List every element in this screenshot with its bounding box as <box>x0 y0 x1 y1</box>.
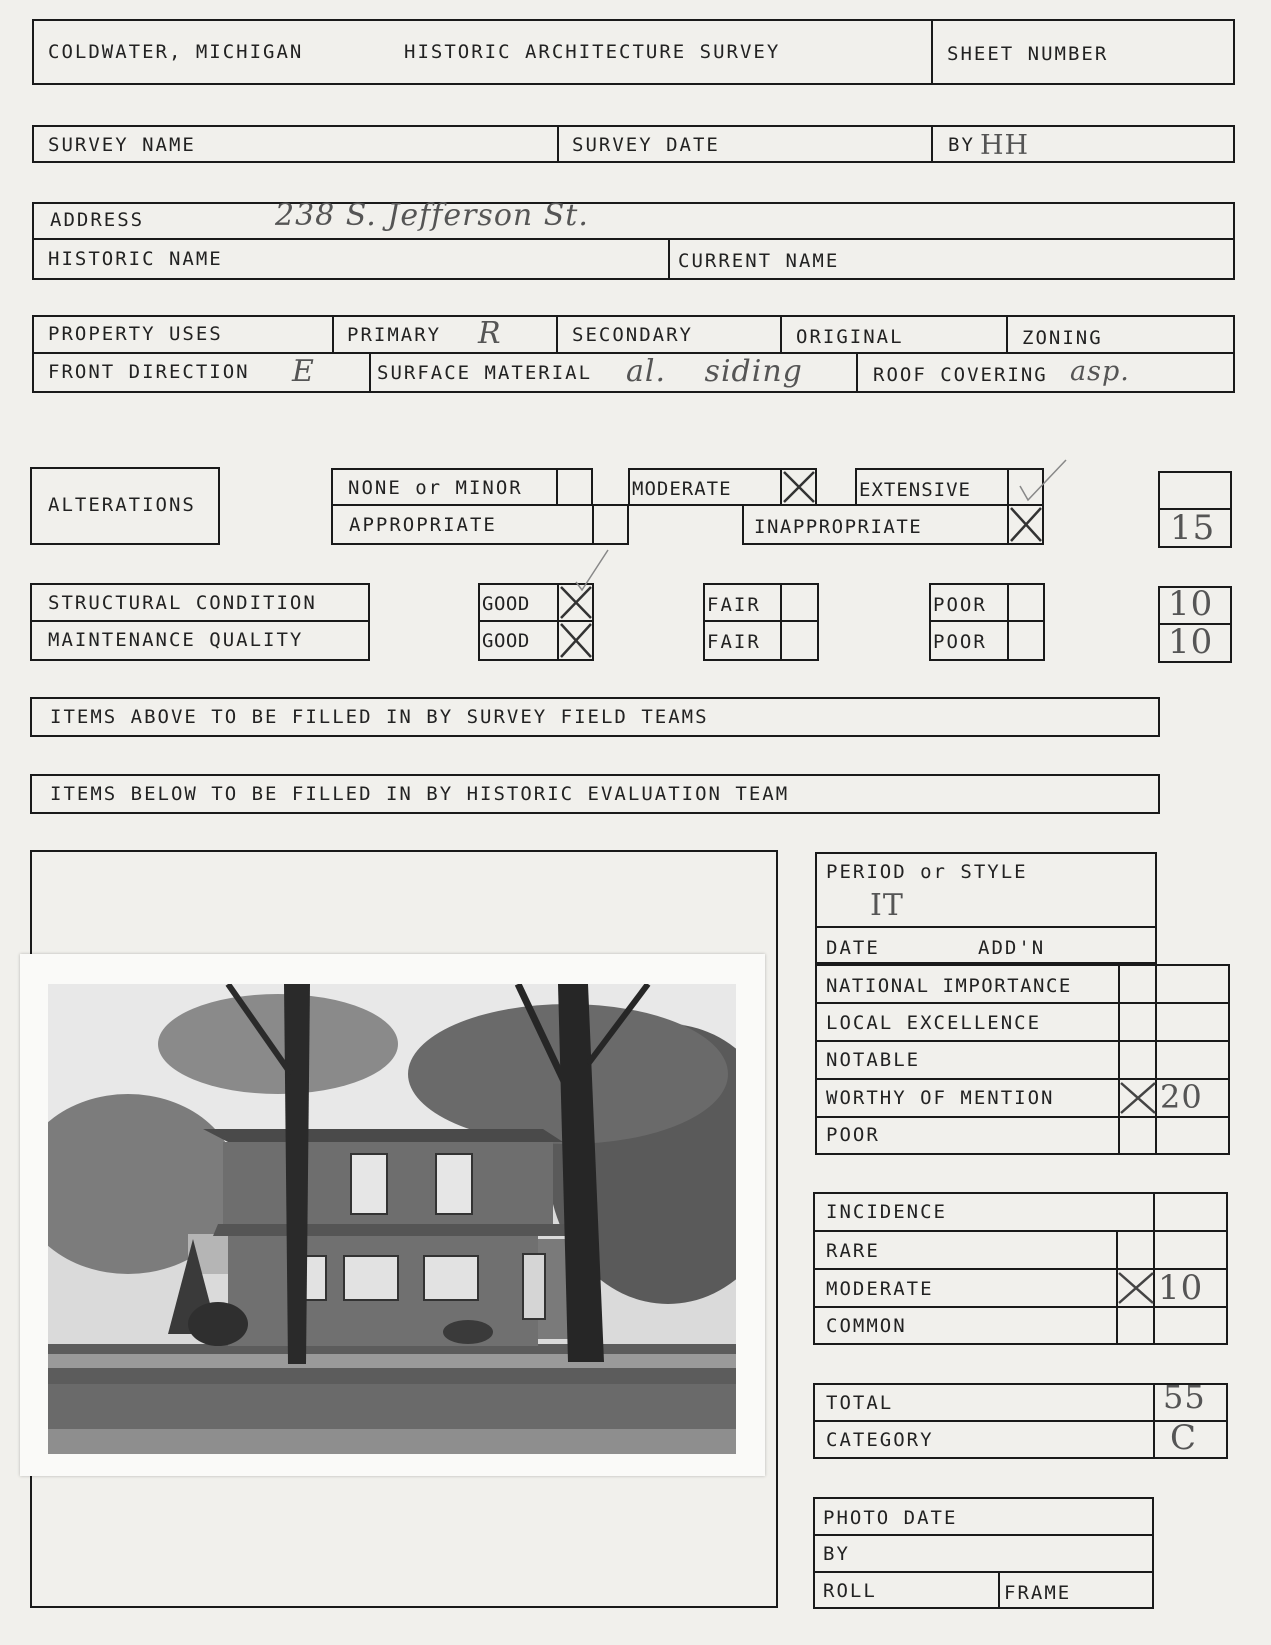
total-value[interactable]: 55 <box>1163 1378 1206 1416</box>
city-label: COLDWATER, MICHIGAN <box>48 41 304 63</box>
frame-label: FRAME <box>1004 1582 1072 1604</box>
incidence-h1 <box>813 1230 1228 1232</box>
photo-date-label: PHOTO DATE <box>823 1507 958 1529</box>
totals-h <box>813 1420 1228 1422</box>
importance-h4 <box>815 1116 1230 1118</box>
alterations-label: ALTERATIONS <box>48 494 196 516</box>
zoning-label: ZONING <box>1022 327 1103 349</box>
address-divider-v <box>668 238 670 280</box>
poor-label-2: POOR <box>933 631 987 653</box>
photo-info-v <box>998 1571 1000 1609</box>
photo-card <box>20 954 765 1476</box>
header-divider <box>931 19 933 85</box>
rare-label: RARE <box>826 1240 880 1262</box>
local-label: LOCAL EXCELLENCE <box>826 1012 1042 1034</box>
survey-by-value[interactable]: HH <box>980 130 1030 161</box>
survey-name-label: SURVEY NAME <box>48 134 196 156</box>
total-label: TOTAL <box>826 1392 894 1414</box>
historic-name-label: HISTORIC NAME <box>48 248 223 270</box>
x-mark-icon <box>1116 1270 1156 1306</box>
address-divider <box>32 238 1235 240</box>
property-v6 <box>856 352 858 393</box>
category-label: CATEGORY <box>826 1429 934 1451</box>
worthy-label: WORTHY OF MENTION <box>826 1087 1055 1109</box>
property-v5 <box>369 352 371 393</box>
fair-checkbox-2[interactable] <box>780 621 819 661</box>
property-v3 <box>780 315 782 352</box>
alterations-score[interactable]: 15 <box>1170 508 1216 548</box>
importance-h1 <box>815 1002 1230 1004</box>
incidence-score[interactable]: 10 <box>1158 1268 1204 1308</box>
inappropriate-label: INAPPROPRIATE <box>754 516 923 538</box>
totals-v <box>1153 1383 1155 1459</box>
surface-material-label: SURFACE MATERIAL <box>377 362 593 384</box>
incidence-moderate-label: MODERATE <box>826 1278 934 1300</box>
period-value[interactable]: IT <box>870 888 904 923</box>
front-direction-value[interactable]: E <box>292 354 315 389</box>
category-value[interactable]: C <box>1170 1418 1198 1458</box>
note-above: ITEMS ABOVE TO BE FILLED IN BY SURVEY FIELD TEAMS <box>50 706 709 728</box>
address-label: ADDRESS <box>50 209 145 231</box>
structural-label: STRUCTURAL CONDITION <box>48 592 317 614</box>
survey-divider-1 <box>557 125 559 163</box>
importance-h2 <box>815 1040 1230 1042</box>
maintenance-score[interactable]: 10 <box>1168 622 1214 662</box>
roof-covering-label: ROOF COVERING <box>873 364 1048 386</box>
x-mark-icon <box>782 470 816 504</box>
period-divider <box>815 926 1157 928</box>
appropriate-checkbox[interactable] <box>592 504 629 545</box>
worthy-score[interactable]: 20 <box>1160 1078 1203 1116</box>
x-mark-icon <box>1118 1080 1158 1116</box>
property-v1 <box>332 315 334 352</box>
address-value[interactable]: 238 S. Jefferson St. <box>275 198 589 233</box>
current-name-label: CURRENT NAME <box>678 250 840 272</box>
poor-checkbox-1[interactable] <box>1007 583 1045 621</box>
poor-checkbox-2[interactable] <box>1007 621 1045 661</box>
original-label: ORIGINAL <box>796 326 904 348</box>
condition-label-divider <box>30 620 370 622</box>
primary-label: PRIMARY <box>347 324 442 346</box>
x-mark-icon <box>1009 506 1043 543</box>
property-uses-label: PROPERTY USES <box>48 323 223 345</box>
check-mark-icon <box>572 548 612 594</box>
none-minor-label: NONE or MINOR <box>348 477 523 499</box>
common-label: COMMON <box>826 1315 907 1337</box>
structural-score[interactable]: 10 <box>1168 584 1214 624</box>
addn-label: ADD'N <box>978 937 1046 959</box>
front-direction-label: FRONT DIRECTION <box>48 361 250 383</box>
photo-info-h1 <box>813 1534 1154 1536</box>
survey-date-label: SURVEY DATE <box>572 134 720 156</box>
poor-label-1: POOR <box>933 594 987 616</box>
roll-label: ROLL <box>823 1580 877 1602</box>
importance-v1 <box>1118 964 1120 1155</box>
fair-label-1: FAIR <box>707 594 761 616</box>
house-photo <box>48 984 736 1454</box>
sheet-number-label: SHEET NUMBER <box>947 43 1109 65</box>
photo-info-h2 <box>813 1571 1154 1573</box>
eval-poor-label: POOR <box>826 1124 880 1146</box>
national-label: NATIONAL IMPORTANCE <box>826 975 1072 997</box>
property-v2 <box>556 315 558 352</box>
moderate-label: MODERATE <box>632 478 732 500</box>
x-mark-icon <box>559 622 593 659</box>
roof-covering-value[interactable]: asp. <box>1070 356 1130 387</box>
survey-title: HISTORIC ARCHITECTURE SURVEY <box>404 41 781 63</box>
primary-value[interactable]: R <box>478 316 502 351</box>
fair-checkbox-1[interactable] <box>780 583 819 621</box>
fair-label-2: FAIR <box>707 631 761 653</box>
house-photo-image <box>48 984 736 1454</box>
appropriate-label: APPROPRIATE <box>349 514 497 536</box>
none-minor-checkbox[interactable] <box>556 468 593 506</box>
good-label-1: GOOD <box>482 593 530 615</box>
importance-v2 <box>1155 964 1157 1155</box>
survey-divider-2 <box>931 125 933 163</box>
check-mark-icon <box>1012 456 1072 506</box>
photo-by-label: BY <box>823 1543 850 1565</box>
secondary-label: SECONDARY <box>572 324 693 346</box>
surface-material-value[interactable]: al. siding <box>626 354 803 389</box>
note-below: ITEMS BELOW TO BE FILLED IN BY HISTORIC EVALUATION TEAM <box>50 783 790 805</box>
property-v4 <box>1006 315 1008 352</box>
period-label: PERIOD or STYLE <box>826 861 1028 883</box>
good-label-2: GOOD <box>482 630 530 652</box>
incidence-label: INCIDENCE <box>826 1201 947 1223</box>
maintenance-label: MAINTENANCE QUALITY <box>48 629 304 651</box>
notable-label: NOTABLE <box>826 1049 921 1071</box>
extensive-label: EXTENSIVE <box>859 479 971 501</box>
survey-by-label: BY <box>948 134 975 156</box>
date-label: DATE <box>826 937 880 959</box>
